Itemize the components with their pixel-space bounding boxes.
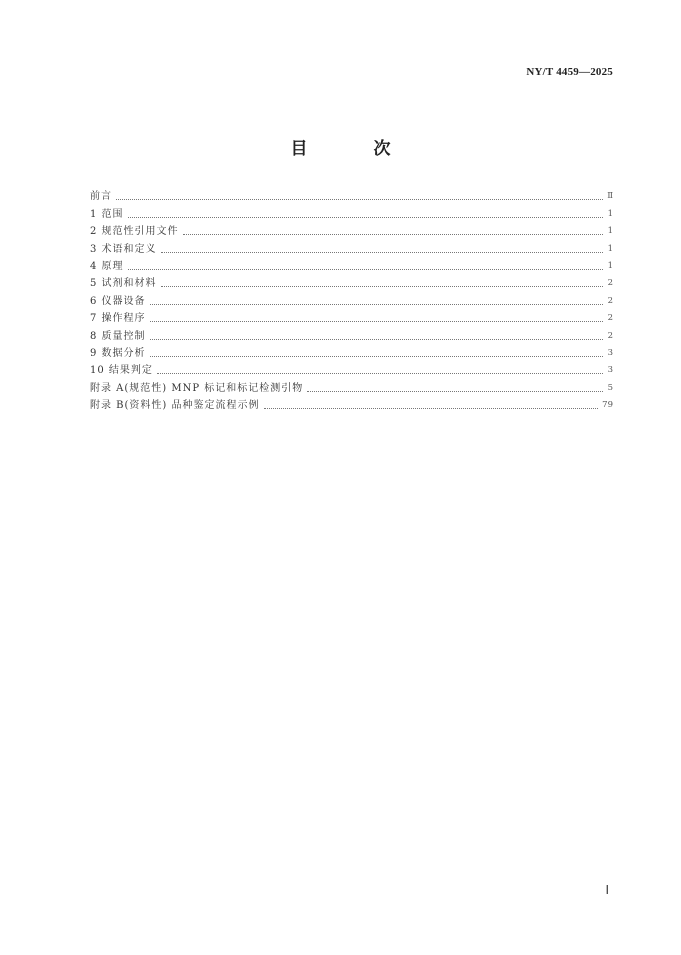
dot-leader: [150, 338, 603, 340]
toc-entry-page: 1: [607, 226, 613, 237]
dot-leader: [128, 216, 603, 218]
toc-entry-label: 3 术语和定义: [90, 243, 157, 255]
toc-entry-reagents-materials[interactable]: [90, 273, 613, 290]
toc-entry-label: 前言: [90, 191, 112, 203]
toc-entry-label: 附录 B(资料性) 品种鉴定流程示例: [90, 400, 260, 412]
dot-leader: [307, 390, 603, 392]
toc-entry-principle[interactable]: [90, 256, 613, 273]
toc-entry-label: 9 数据分析: [90, 347, 146, 359]
toc-entry-page: 1: [607, 243, 613, 254]
table-of-contents: [90, 186, 613, 412]
toc-entry-label: 2 规范性引用文件: [90, 226, 179, 238]
toc-title: 目 次: [290, 139, 421, 159]
toc-entry-procedure[interactable]: [90, 308, 613, 325]
toc-entry-foreword[interactable]: [90, 186, 613, 203]
dot-leader: [150, 355, 603, 357]
toc-entry-terms-definitions[interactable]: [90, 238, 613, 255]
toc-entry-label: 10 结果判定: [90, 365, 153, 377]
dot-leader: [116, 198, 603, 200]
toc-entry-scope[interactable]: [90, 203, 613, 220]
dot-leader: [161, 285, 603, 287]
dot-leader: [264, 407, 599, 409]
dot-leader: [128, 268, 603, 270]
toc-entry-page: 2: [607, 278, 613, 289]
toc-entry-annex-b[interactable]: [90, 395, 613, 412]
toc-entry-label: 4 原理: [90, 260, 124, 272]
toc-entry-label: 6 仪器设备: [90, 295, 146, 307]
toc-entry-normative-references[interactable]: [90, 221, 613, 238]
toc-entry-label: 附录 A(规范性) MNP 标记和标记检测引物: [90, 382, 304, 394]
toc-entry-page: 1: [607, 208, 613, 219]
toc-entry-annex-a[interactable]: [90, 377, 613, 394]
toc-entry-page: 3: [607, 365, 613, 376]
dot-leader: [161, 251, 603, 253]
toc-entry-label: 7 操作程序: [90, 313, 146, 325]
toc-entry-page: 2: [607, 330, 613, 341]
toc-entry-page: 2: [607, 295, 613, 306]
toc-entry-data-analysis[interactable]: [90, 343, 613, 360]
toc-entry-page: 79: [602, 400, 613, 411]
toc-entry-page: 5: [607, 382, 613, 393]
toc-entry-label: 8 质量控制: [90, 330, 146, 342]
dot-leader: [157, 372, 603, 374]
dot-leader: [150, 320, 603, 322]
toc-entry-apparatus[interactable]: [90, 290, 613, 307]
toc-entry-page: 1: [607, 260, 613, 271]
dot-leader: [150, 303, 603, 305]
toc-entry-label: 5 试剂和材料: [90, 278, 157, 290]
page-number: Ⅰ: [605, 883, 609, 897]
toc-entry-page: 3: [607, 347, 613, 358]
toc-entry-page: Ⅱ: [607, 191, 613, 202]
toc-entry-page: 2: [607, 313, 613, 324]
toc-entry-quality-control[interactable]: [90, 325, 613, 342]
dot-leader: [183, 233, 603, 235]
toc-entry-result-determination[interactable]: [90, 360, 613, 377]
standard-number: NY/T 4459—2025: [526, 66, 613, 78]
toc-entry-label: 1 范围: [90, 208, 124, 220]
